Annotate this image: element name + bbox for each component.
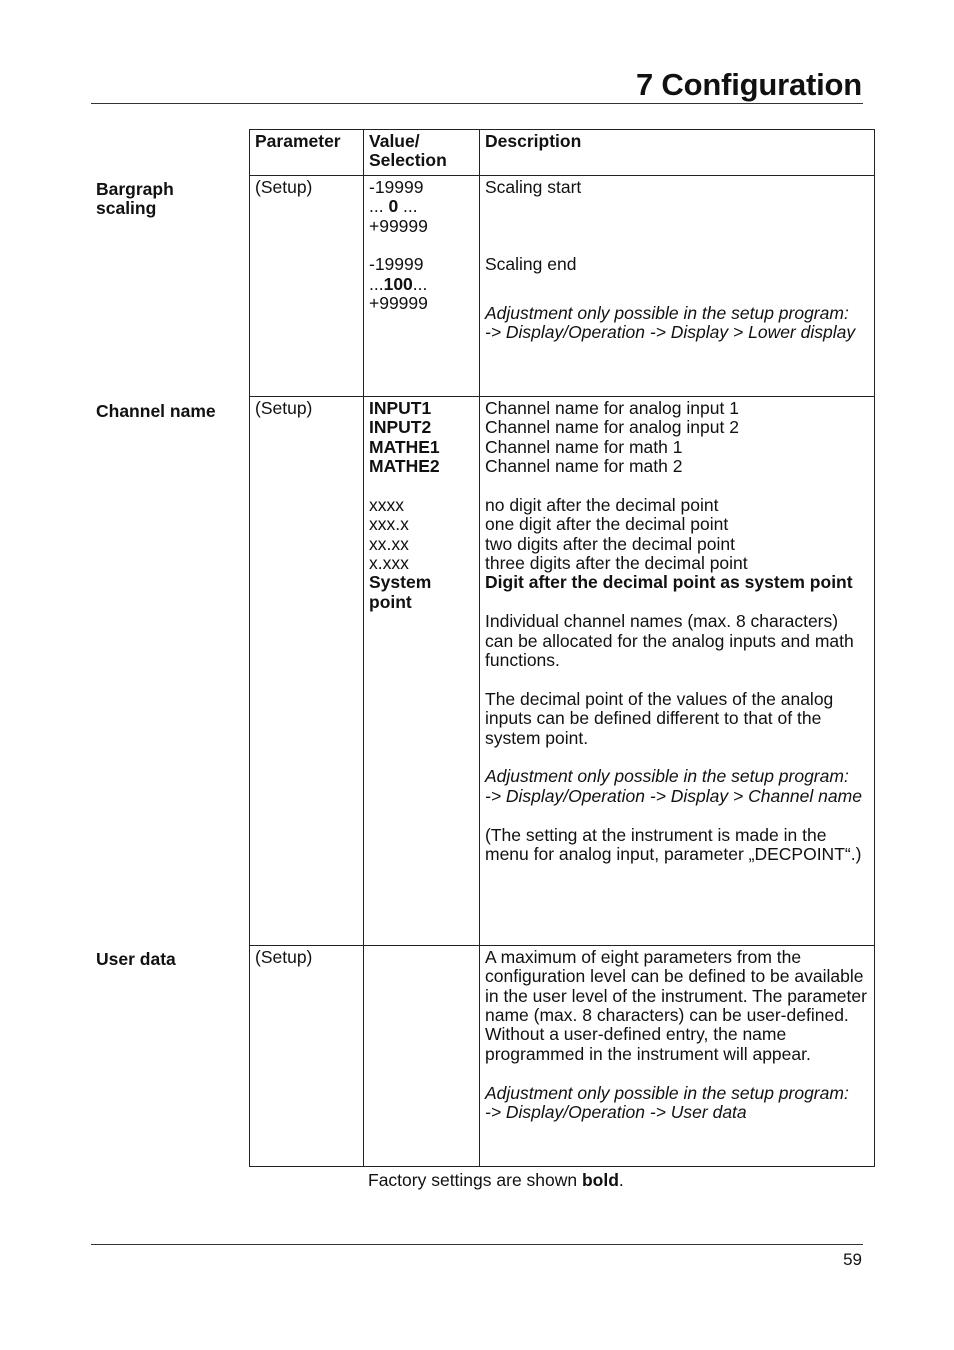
value-text: +99999: [369, 215, 428, 236]
description-text: Scaling end: [485, 254, 577, 275]
table-header-row: [250, 130, 875, 176]
description-text: Channel name for analog input 2: [485, 417, 739, 438]
setup-note: Adjustment only possible in the setup program:: [485, 1082, 849, 1103]
row-label-channel-name: [96, 402, 244, 421]
row-label-user-data: [96, 950, 244, 969]
spacer: [369, 476, 475, 495]
header-divider: [91, 103, 863, 104]
description-text: Channel name for analog input 1: [485, 397, 739, 418]
factory-value: MATHE1: [369, 436, 440, 457]
description-paragraph: The decimal point of the values of the analog inputs can be defined different to that of the system point.: [485, 688, 834, 748]
parameter-text: (Setup): [255, 397, 313, 418]
value-text: ...: [369, 196, 389, 217]
description-text: one digit after the decimal point: [485, 514, 729, 535]
col-header-value-selection: [364, 130, 480, 176]
spacer: [485, 670, 870, 689]
setup-note: -> Display/Operation -> User data: [485, 1102, 747, 1123]
header-text: Description: [485, 131, 582, 151]
setup-note: -> Display/Operation -> Display > Lower display: [485, 321, 856, 342]
factory-value: INPUT1: [369, 397, 432, 418]
header-text: Selection: [369, 150, 447, 171]
row-label-line: Bargraph: [96, 179, 174, 199]
chapter-title: 7 Configuration: [635, 67, 862, 102]
row-label-line: Channel name: [96, 401, 216, 421]
factory-value: System: [369, 572, 432, 593]
table-row: [250, 396, 875, 945]
cell-value: [364, 175, 480, 396]
spacer: [485, 197, 870, 216]
factory-value: point: [369, 591, 412, 612]
value-text: xxxx: [369, 494, 404, 515]
col-header-parameter: [250, 130, 364, 176]
footer-divider: [91, 1244, 863, 1245]
spacer: [369, 236, 475, 255]
value-text: ...: [412, 273, 428, 294]
description-text: two digits after the decimal point: [485, 533, 735, 554]
factory-description: Digit after the decimal point as system point: [485, 572, 853, 593]
setup-note: Adjustment only possible in the setup program:: [485, 766, 849, 787]
col-header-description: [480, 130, 875, 176]
cell-parameter: [250, 175, 364, 396]
description-paragraph: Individual channel names (max. 8 characters) can be allocated for the analog inputs and math functions.: [485, 611, 854, 671]
value-text: [369, 275, 475, 294]
description-text: three digits after the decimal point: [485, 553, 748, 574]
header-text: Value/: [369, 131, 420, 151]
description-text: Channel name for math 2: [485, 456, 683, 477]
cell-value: [364, 396, 480, 945]
cell-description: [480, 945, 875, 1166]
footnote-text: Factory settings are shown: [368, 1170, 582, 1190]
footnote-text: .: [618, 1170, 624, 1190]
footnote-bold-word: bold: [581, 1170, 619, 1190]
value-text: -19999: [369, 176, 424, 197]
value-text: ...: [398, 196, 418, 217]
cell-description: [480, 396, 875, 945]
spacer: [485, 236, 870, 255]
cell-parameter: [250, 945, 364, 1166]
value-text: +99999: [369, 293, 428, 314]
description-text: Scaling start: [485, 176, 582, 197]
parameter-text: (Setup): [255, 176, 313, 197]
cell-parameter: [250, 396, 364, 945]
description-text: no digit after the decimal point: [485, 494, 719, 515]
description-text: Channel name for math 1: [485, 436, 683, 457]
value-text: -19999: [369, 254, 424, 275]
spacer: [485, 476, 870, 495]
value-text: xx.xx: [369, 533, 409, 554]
spacer: [485, 275, 870, 294]
table-row: [250, 945, 875, 1166]
factory-value: 100: [383, 273, 413, 294]
spacer: [485, 593, 870, 612]
setup-note: Adjustment only possible in the setup program:: [485, 302, 849, 323]
parameter-text: (Setup): [255, 946, 313, 967]
page-number: 59: [843, 1250, 862, 1269]
row-label-bargraph-scaling: [96, 180, 244, 219]
row-label-line: User data: [96, 949, 176, 969]
setup-note: -> Display/Operation -> Display > Channel name: [485, 785, 862, 806]
factory-settings-note: [368, 1171, 624, 1190]
spacer: [485, 217, 870, 236]
value-text: x.xxx: [369, 553, 409, 574]
description-paragraph: A maximum of eight parameters from the configuration level can be defined to be available in the user level of the instrument. The parameter name (max. 8 characters) can be user-defined. Without a user-defined entry, the name programmed in the instrument will appear.: [485, 946, 867, 1064]
value-text: [369, 197, 475, 216]
factory-value: INPUT2: [369, 417, 432, 438]
table-row: [250, 175, 875, 396]
value-text: xxx.x: [369, 514, 409, 535]
factory-value: 0: [388, 196, 399, 217]
factory-value: MATHE2: [369, 456, 440, 477]
spacer: [485, 1064, 870, 1083]
value-text: ...: [369, 273, 384, 294]
parameter-table: [249, 129, 875, 1167]
header-text: Parameter: [255, 131, 341, 151]
cell-value: [364, 945, 480, 1166]
description-paragraph: (The setting at the instrument is made in the menu for analog input, parameter „DECPOINT“.): [485, 824, 862, 865]
cell-description: [480, 175, 875, 396]
row-label-line: scaling: [96, 198, 157, 219]
spacer: [485, 748, 870, 767]
spacer: [485, 806, 870, 825]
